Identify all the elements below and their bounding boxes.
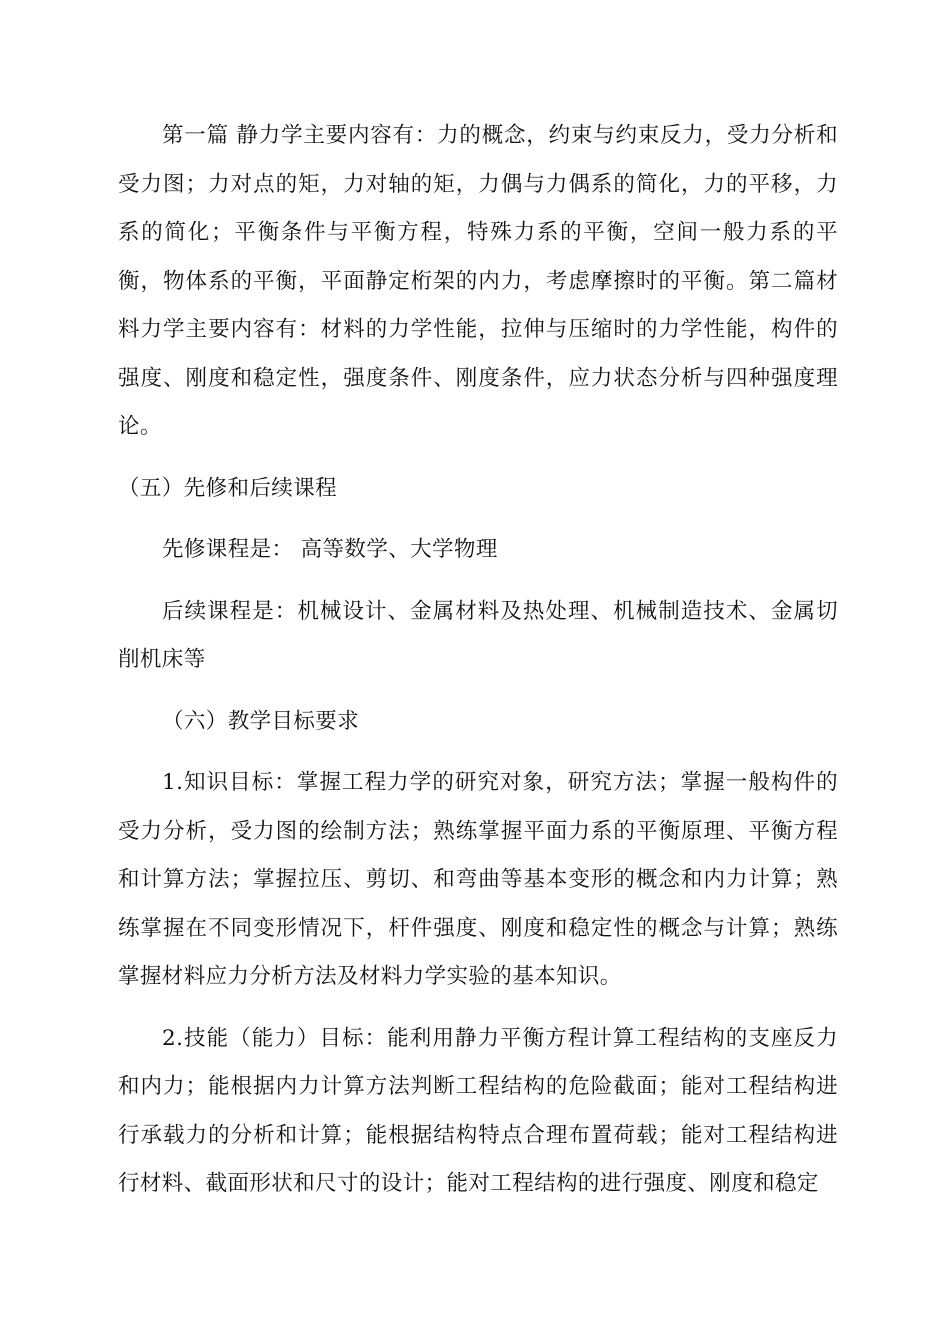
- paragraph-knowledge-objectives: 1.知识目标：掌握工程力学的研究对象，研究方法；掌握一般构件的受力分析，受力图的绘制方法；熟练掌握平面力系的平衡原理、平衡方程和计算方法；掌握拉压、剪切、和弯曲等基本变形的概念和内力计算；熟练掌握在不同变形情况下，杆件强度、刚度和稳定性的概念与计算；熟练掌握材料应力分析方法及材料力学实验的基本知识。: [118, 770, 838, 989]
- section-heading-objectives: （六）教学目标要求: [162, 708, 360, 734]
- section-heading-prerequisites: （五）先修和后续课程: [118, 475, 338, 501]
- paragraph-prerequisite-courses: 先修课程是： 高等数学、大学物理: [162, 537, 498, 562]
- paragraph-content-overview: 第一篇 静力学主要内容有：力的概念，约束与约束反力，受力分析和受力图；力对点的矩，力对轴的矩，力偶与力偶系的简化，力的平移，力系的简化；平衡条件与平衡方程，特殊力系的平衡，空间一般力系的平衡，物体系的平衡，平面静定桁架的内力，考虑摩擦时的平衡。第二篇材料力学主要内容有：材料的力学性能，拉伸与压缩时的力学性能，构件的强度、刚度和稳定性，强度条件、刚度条件，应力状态分析与四种强度理论。: [118, 123, 838, 439]
- paragraph-skill-objectives: 2.技能（能力）目标：能利用静力平衡方程计算工程结构的支座反力和内力；能根据内力计算方法判断工程结构的危险截面；能对工程结构进行承载力的分析和计算；能根据结构特点合理布置荷载；能对工程结构进行材料、截面形状和尺寸的设计；能对工程结构的进行强度、刚度和稳定: [118, 1025, 838, 1196]
- paragraph-followup-courses: 后续课程是：机械设计、金属材料及热处理、机械制造技术、金属切削机床等: [118, 598, 838, 672]
